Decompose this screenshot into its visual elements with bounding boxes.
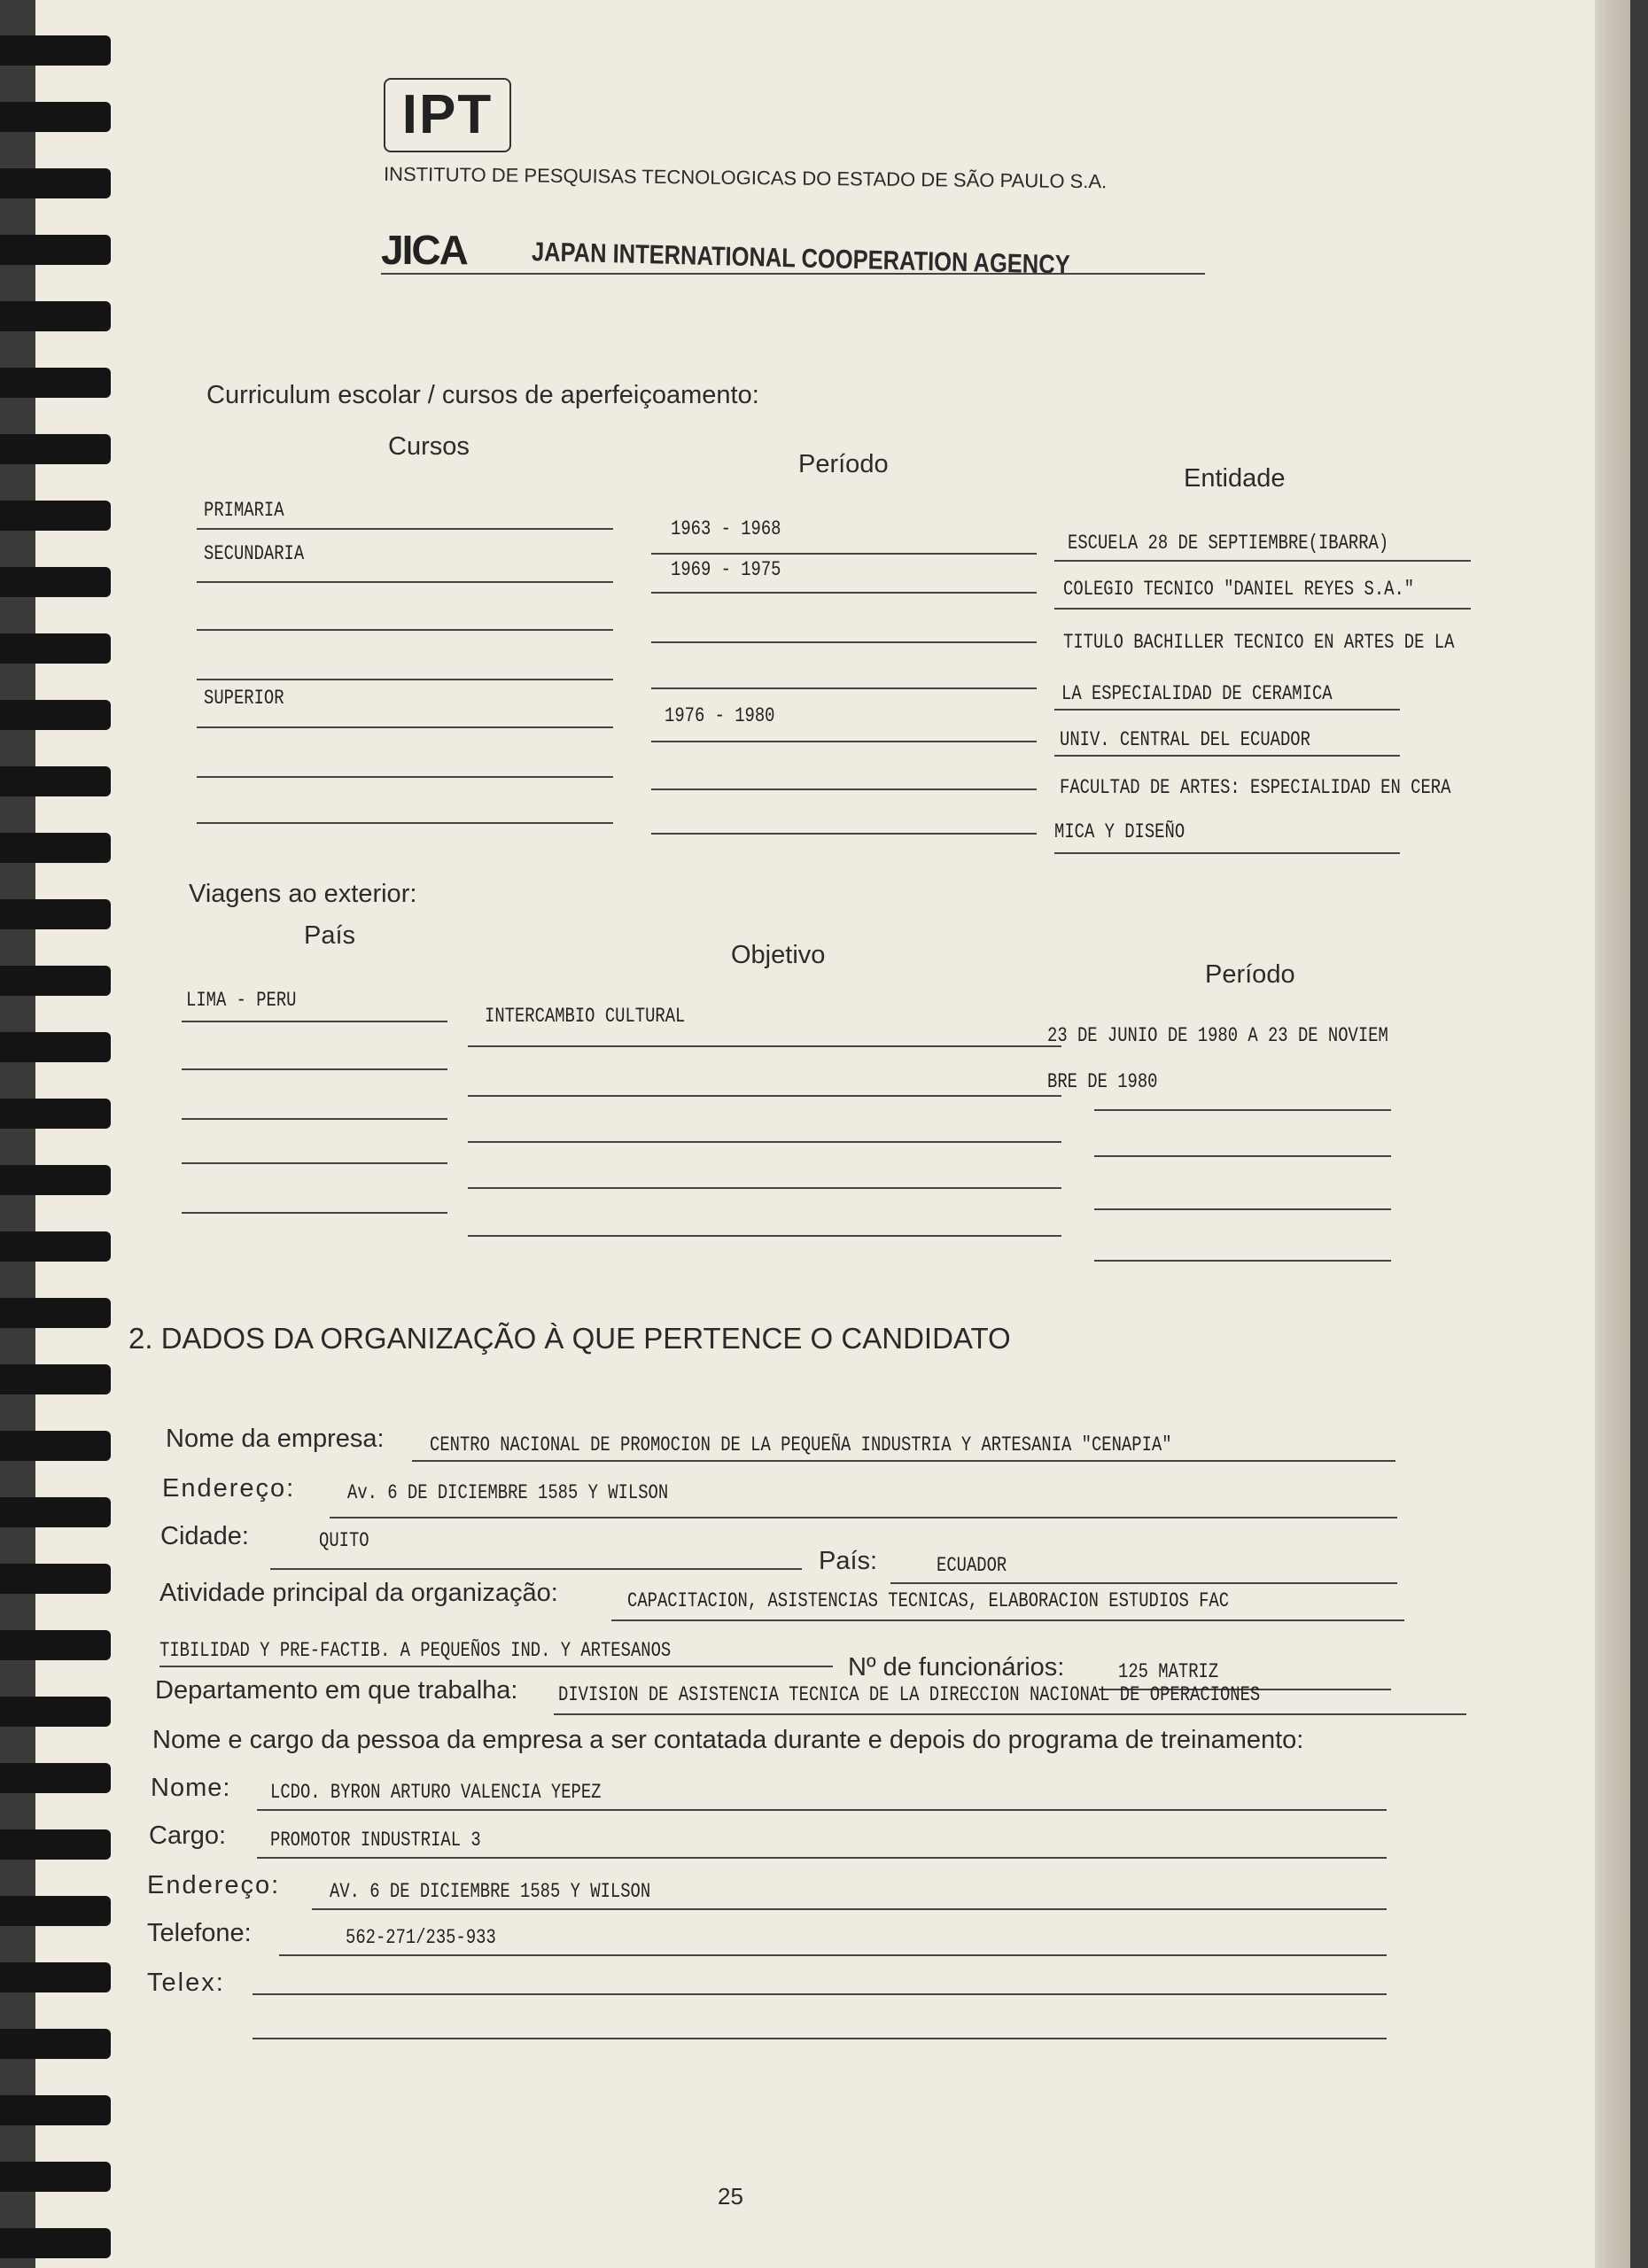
entidade-6: FACULTAD DE ARTES: ESPECIALIDAD EN CERA [1060, 776, 1451, 799]
departamento-label: Departamento em que trabalha: [155, 1676, 518, 1705]
funcionarios-value: 125 MATRIZ [1118, 1660, 1219, 1683]
curso-superior: SUPERIOR [204, 687, 284, 710]
institute-name: INSTITUTO DE PESQUISAS TECNOLOGICAS DO ESTADO DE SÃO PAULO S.A. [383, 162, 1108, 193]
header-rule [381, 273, 1205, 275]
entidade-1: ESCUELA 28 DE SEPTIEMBRE(IBARRA) [1068, 532, 1389, 555]
jica-logo: JICA [381, 227, 467, 273]
contato-intro: Nome e cargo da pessoa da empresa a ser contatada durante e depois do programa de treinamento: [152, 1726, 1304, 1754]
travel-objetivo: INTERCAMBIO CULTURAL [485, 1005, 686, 1028]
curso-secundaria: SECUNDARIA [204, 542, 305, 565]
travel-pais: LIMA - PERU [186, 989, 297, 1012]
nome-label: Nome: [151, 1774, 231, 1802]
col-periodo: Período [798, 450, 889, 478]
entidade-7: MICA Y DISEÑO [1054, 820, 1185, 843]
col-periodo-viagem: Período [1205, 960, 1295, 989]
endereco2-value: AV. 6 DE DICIEMBRE 1585 Y WILSON [330, 1880, 651, 1903]
periodo-3: 1976 - 1980 [665, 704, 775, 727]
entidade-2: COLEGIO TECNICO "DANIEL REYES S.A." [1063, 578, 1415, 601]
endereco2-label: Endereço: [147, 1871, 281, 1899]
periodo-2: 1969 - 1975 [671, 558, 781, 581]
pais-value: ECUADOR [937, 1554, 1007, 1577]
departamento-value: DIVISION DE ASISTENCIA TECNICA DE LA DIRECCION NACIONAL DE OPERACIONES [558, 1683, 1261, 1706]
cidade-value: QUITO [319, 1529, 369, 1552]
periodo-1: 1963 - 1968 [671, 517, 781, 540]
travel-title: Viagens ao exterior: [189, 880, 417, 908]
endereco-label: Endereço: [162, 1474, 296, 1503]
jica-name: JAPAN INTERNATIONAL COOPERATION AGENCY [531, 237, 1070, 280]
funcionarios-label: Nº de funcionários: [848, 1653, 1065, 1682]
travel-periodo-2: BRE DE 1980 [1047, 1070, 1158, 1093]
atividade-value-1: CAPACITACION, ASISTENCIAS TECNICAS, ELABORACION ESTUDIOS FAC [627, 1589, 1230, 1612]
document-page [35, 0, 1630, 2268]
col-entidade: Entidade [1184, 464, 1286, 493]
empresa-label: Nome da empresa: [166, 1425, 385, 1453]
entidade-3: TITULO BACHILLER TECNICO EN ARTES DE LA [1063, 631, 1455, 654]
cargo-value: PROMOTOR INDUSTRIAL 3 [270, 1829, 481, 1852]
empresa-value: CENTRO NACIONAL DE PROMOCION DE LA PEQUEÑA INDUSTRIA Y ARTESANIA "CENAPIA" [430, 1433, 1172, 1456]
cidade-label: Cidade: [160, 1522, 249, 1550]
nome-value: LCDO. BYRON ARTURO VALENCIA YEPEZ [270, 1781, 602, 1804]
col-objetivo: Objetivo [731, 941, 826, 969]
curriculum-title: Curriculum escolar / cursos de aperfeiçoamento: [206, 381, 759, 409]
atividade-value-2: TIBILIDAD Y PRE-FACTIB. A PEQUEÑOS IND. Y ARTESANOS [159, 1639, 672, 1662]
entidade-5: UNIV. CENTRAL DEL ECUADOR [1060, 728, 1310, 751]
curso-primaria: PRIMARIA [204, 499, 284, 522]
pais-label: País: [819, 1547, 878, 1575]
col-pais: País [304, 921, 356, 950]
page-number: 25 [718, 2183, 743, 2210]
col-cursos: Cursos [388, 432, 470, 461]
cargo-label: Cargo: [149, 1821, 227, 1850]
section-2-heading: 2. DADOS DA ORGANIZAÇÃO À QUE PERTENCE O CANDIDATO [128, 1322, 1011, 1355]
travel-periodo-1: 23 DE JUNIO DE 1980 A 23 DE NOVIEM [1047, 1024, 1388, 1047]
endereco-value: Av. 6 DE DICIEMBRE 1585 Y WILSON [347, 1481, 669, 1504]
telefone-value: 562-271/235-933 [346, 1926, 496, 1949]
telefone-label: Telefone: [147, 1919, 252, 1947]
atividade-label: Atividade principal da organização: [159, 1579, 558, 1607]
entidade-4: LA ESPECIALIDAD DE CERAMICA [1061, 682, 1333, 705]
page-stack-edge [1595, 0, 1630, 2268]
telex-label: Telex: [147, 1969, 225, 1997]
ipt-logo: IPT [384, 78, 511, 152]
